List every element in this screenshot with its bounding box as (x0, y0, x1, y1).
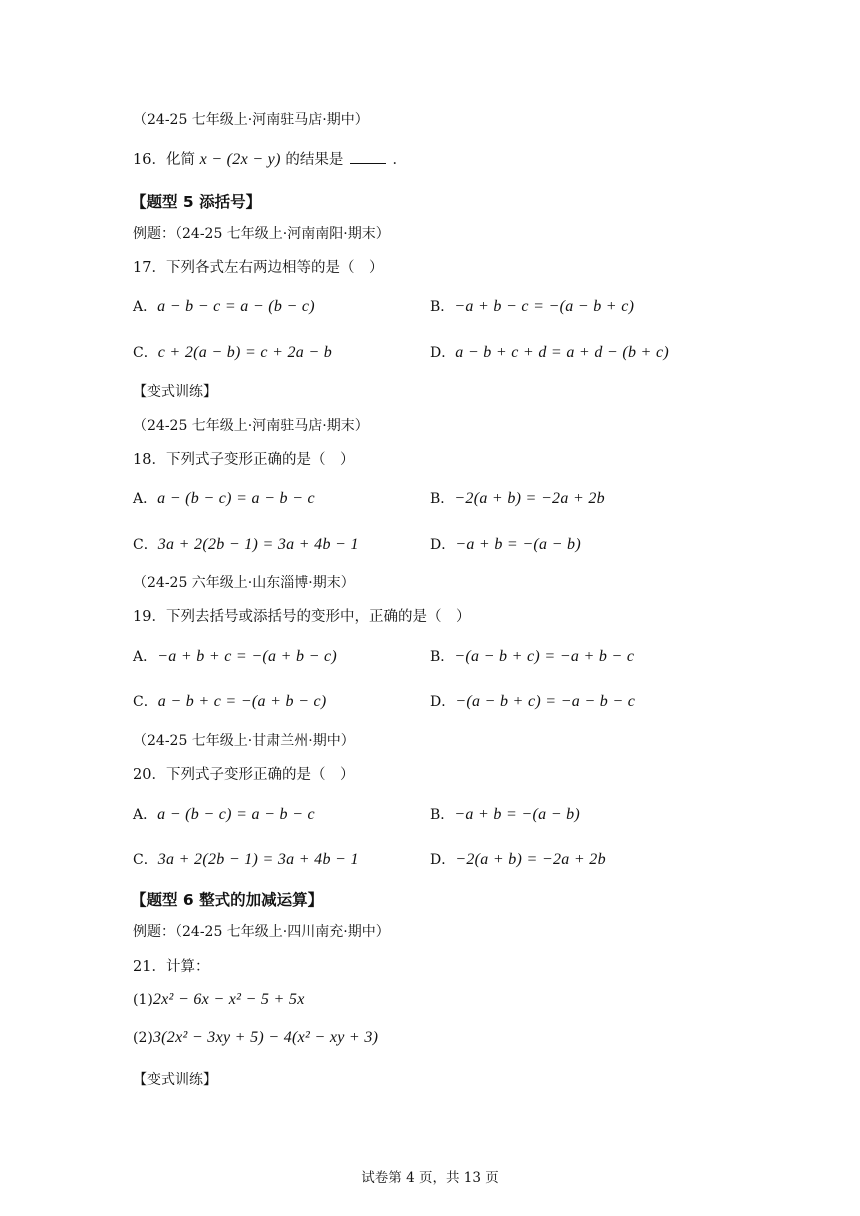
source-16: （24-25 七年级上·河南驻马店·期中） (133, 112, 369, 128)
question-17: 17．下列各式左右两边相等的是（ ） (133, 260, 384, 276)
q21-part-1: (1)2x² − 6x − x² − 5 + 5x (133, 991, 305, 1008)
q17-option-c: C．c + 2(a − b) = c + 2a − b (133, 344, 333, 361)
question-19: 19．下列去括号或添括号的变形中，正确的是（ ） (133, 609, 471, 625)
q17-option-a: A．a − b − c = a − (b − c) (133, 298, 315, 315)
example-source-6: 例题：（24-25 七年级上·四川南充·期中） (133, 924, 390, 940)
q16-math: x − (2x − y) (199, 151, 281, 168)
q20-option-a: A．a − (b − c) = a − b − c (133, 806, 315, 823)
q19-option-b: B．−(a − b + c) = −a + b − c (430, 648, 635, 665)
q20-option-d: D．−2(a + b) = −2a + 2b (430, 851, 606, 868)
question-20: 20．下列式子变形正确的是（ ） (133, 767, 355, 783)
q17-option-b: B．−a + b − c = −(a − b + c) (430, 298, 635, 315)
source-18: （24-25 七年级上·河南驻马店·期末） (133, 418, 369, 434)
q17-option-d: D．a − b + c + d = a + d − (b + c) (430, 344, 669, 361)
q18-option-d: D．−a + b = −(a − b) (430, 536, 581, 553)
source-20: （24-25 七年级上·甘肃兰州·期中） (133, 733, 355, 749)
q19-option-a: A．−a + b + c = −(a + b − c) (133, 648, 338, 665)
q21-part-2: (2)3(2x² − 3xy + 5) − 4(x² − xy + 3) (133, 1029, 379, 1046)
q16-text: 16．化简 (133, 152, 195, 168)
q19-option-d: D．−(a − b + c) = −a − b − c (430, 693, 636, 710)
q20-option-c: C．3a + 2(2b − 1) = 3a + 4b − 1 (133, 851, 359, 868)
source-19: （24-25 六年级上·山东淄博·期末） (133, 575, 355, 591)
variant-training-1: 【变式训练】 (133, 384, 217, 400)
section-heading-5: 【题型 5 添括号】 (131, 193, 262, 211)
variant-training-2: 【变式训练】 (133, 1072, 217, 1088)
question-21: 21．计算： (133, 959, 210, 975)
example-source-5: 例题：（24-25 七年级上·河南南阳·期末） (133, 226, 390, 242)
question-18: 18．下列式子变形正确的是（ ） (133, 452, 355, 468)
page-footer: 试卷第 4 页，共 13 页 (361, 1170, 499, 1186)
q18-option-c: C．3a + 2(2b − 1) = 3a + 4b − 1 (133, 536, 359, 553)
q18-option-a: A．a − (b − c) = a − b − c (133, 490, 315, 507)
q16-text-post: 的结果是 (285, 152, 344, 168)
q20-option-b: B．−a + b = −(a − b) (430, 806, 581, 823)
section-heading-6: 【题型 6 整式的加减运算】 (131, 891, 324, 909)
question-16 (133, 150, 407, 170)
q18-option-b: B．−2(a + b) = −2a + 2b (430, 490, 605, 507)
q16-end: ． (392, 152, 408, 168)
q19-option-c: C．a − b + c = −(a + b − c) (133, 693, 327, 710)
answer-blank (350, 163, 386, 164)
